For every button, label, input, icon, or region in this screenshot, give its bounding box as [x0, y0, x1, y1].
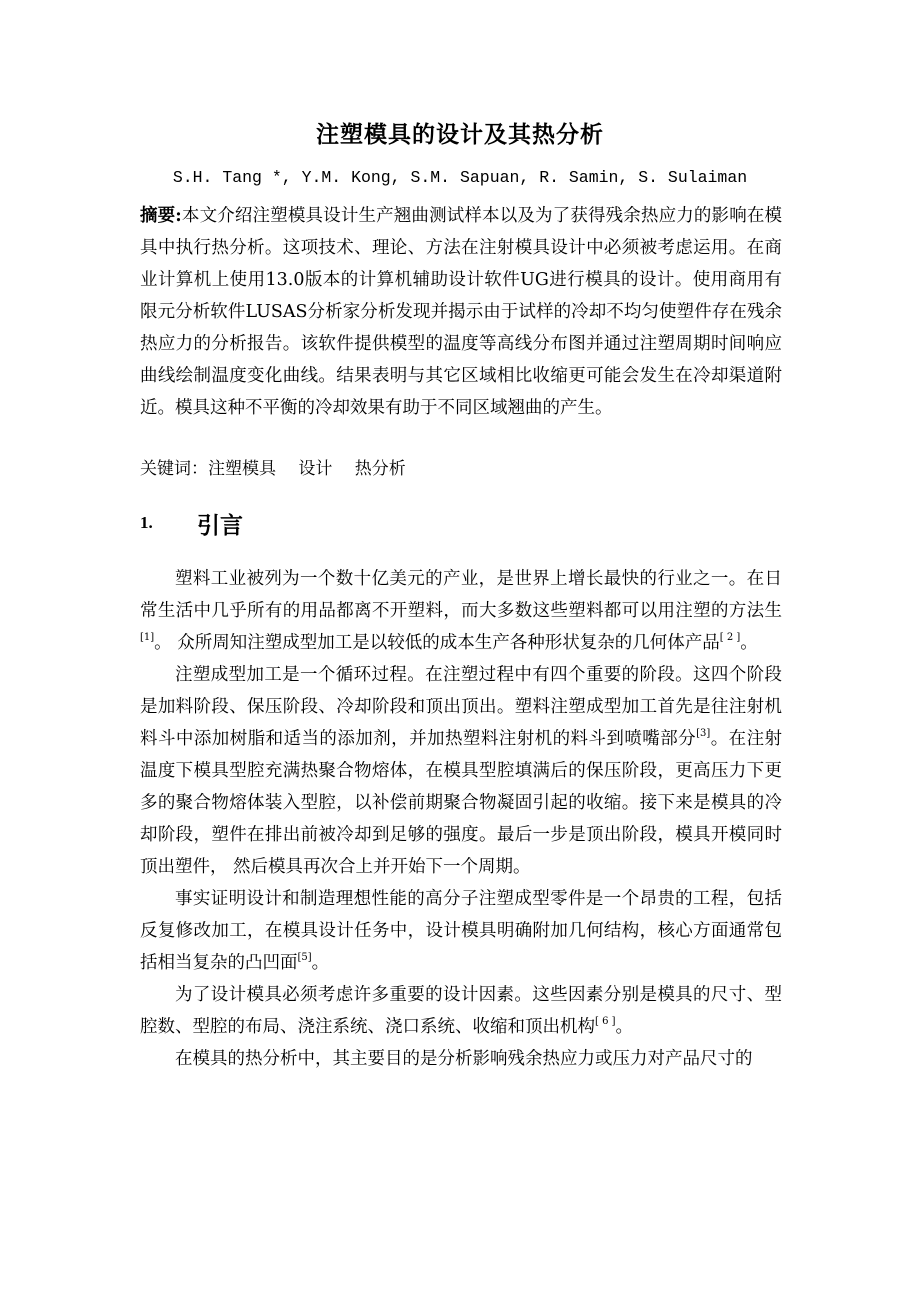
keywords: 关键词：注塑模具 设计 热分析: [140, 459, 406, 479]
section-number: 1.: [140, 513, 153, 532]
paragraph-text: 注塑成型加工是一个循环过程。在注塑过程中有四个重要的阶段。这四个阶段是加料阶段、保压阶段、冷却阶段和顶出顶出。塑料注塑成型加工首先是往注射机料斗中添加树脂和适当的添加剂，并加热塑料注射机的料斗到喷嘴部分: [140, 665, 782, 749]
paragraph: [140, 563, 782, 659]
paragraph-text: 事实证明设计和制造理想性能的高分子注塑成型零件是一个昂贵的工程，包括反复修改加工，在模具设计任务中，设计模具明确附加几何结构，核心方面通常包括相当复杂的凸凹面: [140, 889, 782, 973]
paragraph-text: 塑料工业被列为一个数十亿美元的产业，是世界上增长最快的行业之一。在日常生活中几乎所有的用品都离不开塑料，而大多数这些塑料都可以用注塑的方法生: [140, 569, 782, 621]
paragraph-text: 在模具的热分析中，其主要目的是分析影响残余热应力或压力对产品尺寸的: [175, 1049, 753, 1069]
abstract: [140, 200, 782, 424]
section-title: 引言: [197, 513, 243, 539]
paragraph-text: 。在注射温度下模具型腔充满热聚合物熔体，在模具型腔填满后的保压阶段，更高压力下更多的聚合物熔体装入型腔，以补偿前期聚合物凝固引起的收缩。接下来是模具的冷却阶段，塑件在排出前被冷却到足够的强度。最后一步是顶出阶段，模具开模同时顶出塑件， 然后模具再次合上并开始下一个周期。: [140, 729, 783, 877]
citation: [ 6 ]: [595, 1016, 616, 1027]
paragraph: [140, 1043, 782, 1075]
body-text: [140, 563, 782, 1075]
author-list: S.H. Tang *, Y.M. Kong, S.M. Sapuan, R. Samin, S. Sulaiman: [172, 168, 748, 187]
citation: [1]: [140, 632, 155, 643]
paper-title: 注塑模具的设计及其热分析: [316, 122, 604, 148]
citation: [3]: [696, 728, 711, 739]
paragraph: [140, 883, 782, 979]
paragraph-text: 。: [311, 953, 330, 973]
paragraph-text: 。 众所周知注塑成型加工是以较低的成本生产各种形状复杂的几何体产品: [154, 633, 720, 653]
abstract-label: 摘要:: [140, 206, 182, 226]
paragraph-text: 为了设计模具必须考虑许多重要的设计因素。这些因素分别是模具的尺寸、型腔数、型腔的布局、浇注系统、浇口系统、收缩和顶出机构: [140, 985, 782, 1037]
paragraph-text: 。: [740, 633, 758, 653]
citation: [ 2 ]: [719, 632, 741, 643]
paragraph-text: 。: [615, 1017, 634, 1037]
paragraph: [140, 659, 782, 883]
paragraph: [140, 979, 782, 1043]
abstract-text: 本文介绍注塑模具设计生产翘曲测试样本以及为了获得残余热应力的影响在模具中执行热分析。这项技术、理论、方法在注射模具设计中必须被考虑运用。在商业计算机上使用13.0版本的计算机辅助设计软件UG进行模具的设计。使用商用有限元分析软件LUSAS分析家分析发现并揭示由于试样的冷却不均匀使塑件存在残余热应力的分析报告。该软件提供模型的温度等高线分布图并通过注塑周期时间响应曲线绘制温度变化曲线。结果表明与其它区域相比收缩更可能会发生在冷却渠道附近。模具这种不平衡的冷却效果有助于不同区域翘曲的产生。: [140, 206, 783, 418]
citation: [5]: [297, 952, 312, 963]
